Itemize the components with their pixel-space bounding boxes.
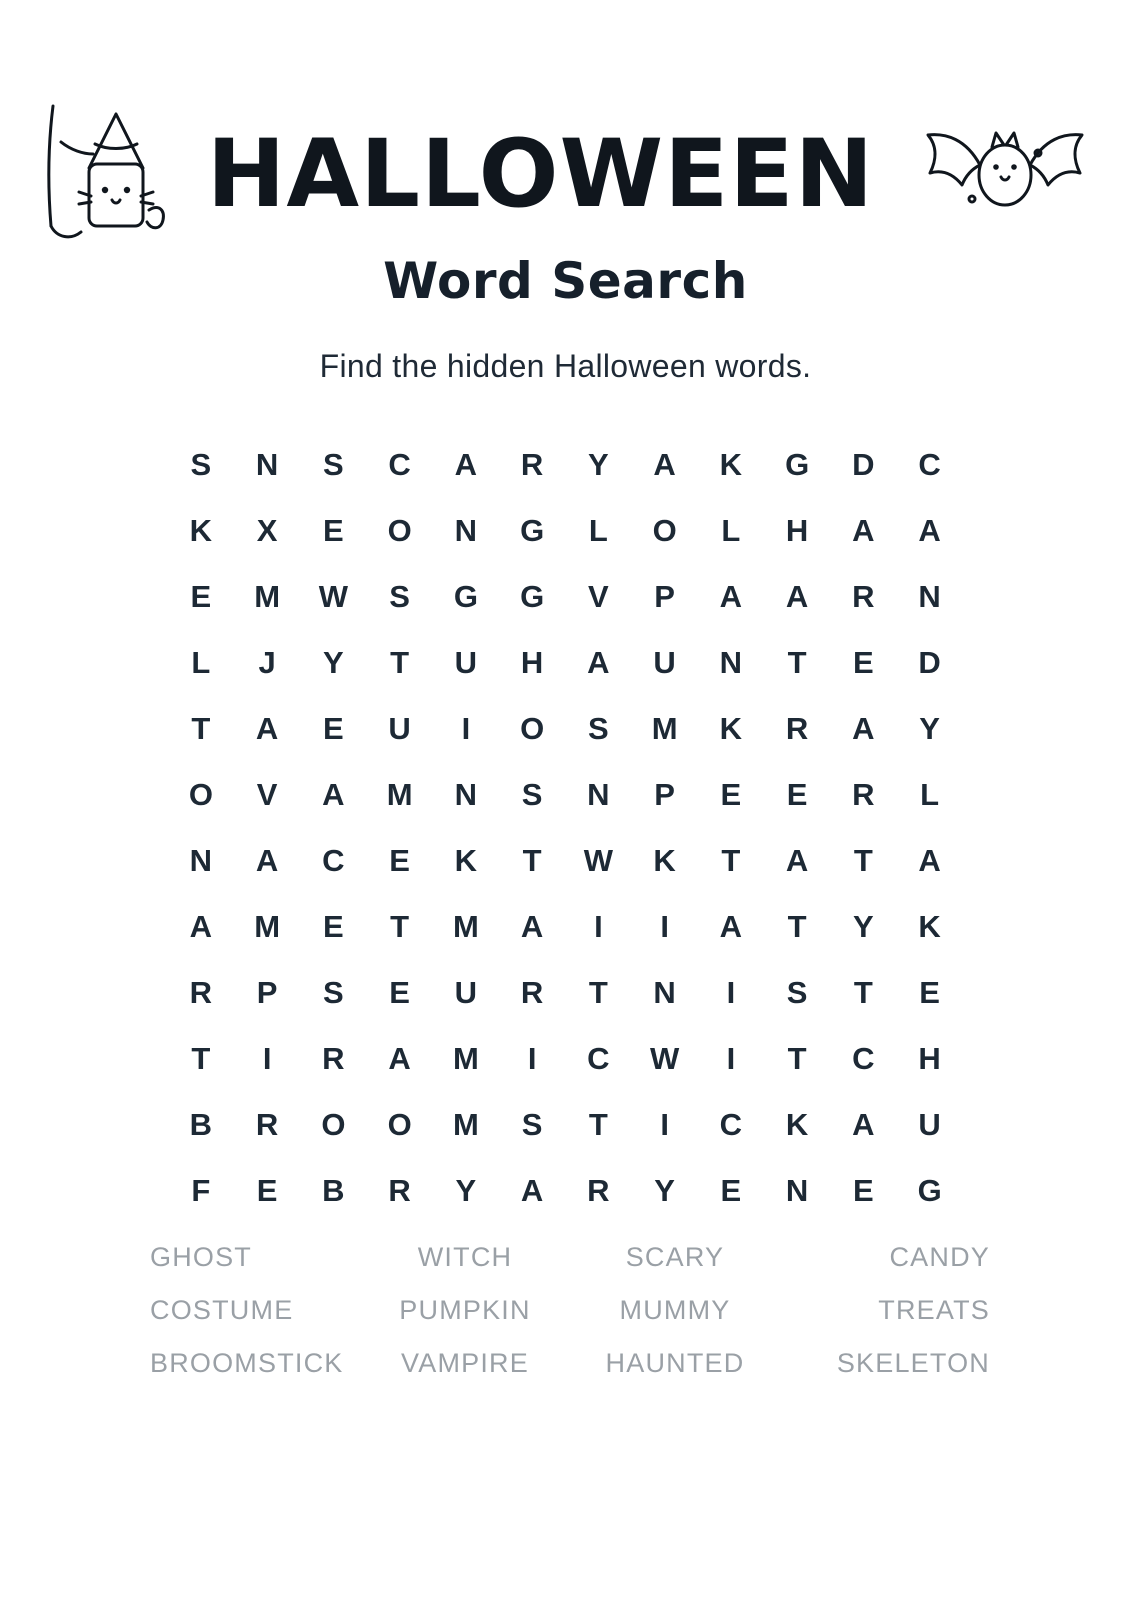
grid-cell: B	[189, 1107, 213, 1142]
grid-cell: E	[323, 513, 345, 548]
grid-cell: N	[587, 777, 611, 812]
grid-cell: M	[386, 777, 414, 812]
word-list-item: MUMMY	[619, 1295, 731, 1325]
word-list-item: CANDY	[889, 1242, 990, 1272]
grid-cell: U	[918, 1107, 942, 1142]
grid-cell: A	[653, 447, 677, 482]
word-list-item: SKELETON	[836, 1348, 990, 1378]
grid-cell: T	[787, 909, 808, 944]
grid-cell: A	[852, 711, 876, 746]
grid-cell: A	[189, 909, 213, 944]
grid-cell: T	[721, 843, 741, 878]
grid-cell: B	[322, 1173, 346, 1208]
grid-cell: I	[262, 1041, 272, 1076]
grid-cell: A	[255, 843, 279, 878]
grid-cell: A	[719, 909, 743, 944]
grid-cell: R	[322, 1041, 346, 1076]
page-title: HALLOWEEN	[206, 120, 875, 229]
grid-cell: G	[453, 579, 479, 614]
grid-cell: I	[594, 909, 604, 944]
grid-cell: I	[461, 711, 471, 746]
grid-cell: C	[322, 843, 346, 878]
grid-cell: C	[918, 447, 942, 482]
grid-cell: L	[920, 777, 940, 812]
word-list-item: VAMPIRE	[401, 1348, 529, 1378]
grid-cell: M	[254, 579, 281, 614]
grid-cell: V	[588, 579, 610, 614]
grid-cell: E	[919, 975, 941, 1010]
grid-cell: T	[522, 843, 543, 878]
grid-cell: S	[323, 975, 345, 1010]
grid-cell: Y	[323, 645, 345, 680]
grid-cell: C	[388, 447, 412, 482]
grid-cell: T	[853, 975, 874, 1010]
grid-cell: E	[389, 843, 411, 878]
grid-cell: F	[191, 1173, 211, 1208]
grid-cell: U	[653, 645, 677, 680]
grid-cell: S	[323, 447, 345, 482]
grid-cell: E	[323, 711, 345, 746]
grid-cell: R	[852, 579, 876, 614]
grid-cell: R	[852, 777, 876, 812]
grid-cell: S	[786, 975, 808, 1010]
grid-cell: K	[785, 1107, 809, 1142]
grid-cell: O	[520, 711, 545, 746]
grid-cell: U	[388, 711, 412, 746]
grid-cell: R	[520, 447, 544, 482]
grid-cell: S	[389, 579, 411, 614]
witch-cat-icon	[31, 98, 171, 253]
grid-cell: R	[388, 1173, 412, 1208]
grid-cell: G	[520, 513, 545, 548]
grid-cell: E	[190, 579, 212, 614]
word-list-item: SCARY	[625, 1242, 725, 1272]
grid-cell: T	[853, 843, 874, 878]
grid-cell: E	[853, 645, 875, 680]
grid-cell: A	[918, 513, 942, 548]
grid-cell: T	[390, 909, 410, 944]
grid-cell: S	[521, 777, 543, 812]
grid-cell: A	[918, 843, 942, 878]
grid-cell: E	[853, 1173, 875, 1208]
grid-cell: R	[520, 975, 544, 1010]
grid-cell: H	[520, 645, 544, 680]
grid-cell: O	[321, 1107, 346, 1142]
word-list-item: TREATS	[878, 1295, 990, 1325]
grid-cell: A	[719, 579, 743, 614]
grid-cell: U	[454, 975, 478, 1010]
grid-cell: N	[653, 975, 677, 1010]
grid-cell: T	[787, 645, 808, 680]
grid-cell: W	[583, 843, 614, 878]
grid-cell: N	[255, 447, 279, 482]
grid-cell: R	[255, 1107, 279, 1142]
grid-cell: U	[454, 645, 478, 680]
grid-cell: N	[785, 1173, 809, 1208]
grid-cell: Y	[588, 447, 610, 482]
grid-cell: I	[660, 1107, 670, 1142]
grid-cell: S	[521, 1107, 543, 1142]
grid-cell: T	[588, 1107, 609, 1142]
grid-cell: A	[852, 513, 876, 548]
grid-cell: N	[454, 513, 478, 548]
grid-cell: D	[852, 447, 876, 482]
grid-cell: M	[651, 711, 679, 746]
grid-cell: P	[256, 975, 278, 1010]
grid-cell: X	[256, 513, 278, 548]
grid-cell: K	[454, 843, 478, 878]
bat-icon	[910, 113, 1100, 238]
grid-cell: S	[588, 711, 610, 746]
grid-cell: M	[452, 1107, 480, 1142]
grid-cell: P	[654, 579, 676, 614]
grid-cell: A	[255, 711, 279, 746]
grid-cell: W	[318, 579, 349, 614]
grid-cell: M	[452, 1041, 480, 1076]
grid-cell: K	[653, 843, 677, 878]
grid-cell: K	[189, 513, 213, 548]
grid-cell: O	[387, 513, 413, 548]
grid-cell: E	[720, 1173, 742, 1208]
instruction-text: Find the hidden Halloween words.	[319, 348, 812, 384]
grid-cell: I	[660, 909, 670, 944]
grid-cell: J	[258, 645, 277, 680]
word-list-item: BROOMSTICK	[150, 1348, 344, 1378]
grid-cell: E	[786, 777, 808, 812]
grid-cell: R	[785, 711, 809, 746]
word-list	[150, 1242, 990, 1379]
grid-cell: A	[587, 645, 611, 680]
grid-cell: D	[918, 645, 942, 680]
grid-cell: M	[452, 909, 480, 944]
grid-cell: N	[918, 579, 942, 614]
header	[0, 100, 1131, 250]
word-list-item: HAUNTED	[605, 1348, 745, 1378]
grid-cell: K	[918, 909, 942, 944]
grid-cell: O	[652, 513, 678, 548]
grid-cell: K	[719, 711, 743, 746]
grid-cell: L	[721, 513, 741, 548]
grid-cell: A	[454, 447, 478, 482]
grid-cell: I	[726, 1041, 736, 1076]
grid-cell: G	[520, 579, 545, 614]
grid-cell: K	[719, 447, 743, 482]
grid-cell: A	[520, 909, 544, 944]
word-list-item: PUMPKIN	[399, 1295, 531, 1325]
grid-cell: I	[527, 1041, 537, 1076]
grid-cell: C	[852, 1041, 876, 1076]
grid-cell: N	[189, 843, 213, 878]
grid-cell: G	[785, 447, 810, 482]
grid-cell: N	[454, 777, 478, 812]
grid-cell: W	[649, 1041, 680, 1076]
grid-cell: T	[390, 645, 410, 680]
grid-cell: Y	[455, 1173, 477, 1208]
grid-cell: E	[256, 1173, 278, 1208]
grid-cell: G	[917, 1173, 943, 1208]
grid-cell: Y	[654, 1173, 676, 1208]
grid-cell: A	[852, 1107, 876, 1142]
grid-cell: T	[191, 1041, 211, 1076]
grid-cell: L	[588, 513, 609, 548]
grid-cell: I	[726, 975, 736, 1010]
word-list-item: WITCH	[417, 1242, 513, 1272]
grid-cell: R	[587, 1173, 611, 1208]
grid-cell: T	[191, 711, 211, 746]
grid-cell: M	[254, 909, 281, 944]
word-list-item: COSTUME	[150, 1295, 294, 1325]
grid-cell: O	[387, 1107, 413, 1142]
grid-cell: O	[188, 777, 214, 812]
grid-cell: T	[787, 1041, 808, 1076]
grid-cell: H	[918, 1041, 942, 1076]
grid-cell: C	[587, 1041, 611, 1076]
page-subtitle: Word Search	[383, 252, 748, 310]
grid-cell: A	[388, 1041, 412, 1076]
grid-cell: E	[720, 777, 742, 812]
grid-cell: P	[654, 777, 676, 812]
word-list-item: GHOST	[150, 1242, 253, 1272]
grid-cell: V	[256, 777, 278, 812]
grid-cell: N	[719, 645, 743, 680]
grid-cell: T	[588, 975, 609, 1010]
grid-cell: Y	[919, 711, 941, 746]
grid-cell: A	[322, 777, 346, 812]
grid-cell: H	[785, 513, 809, 548]
grid-cell: A	[520, 1173, 544, 1208]
grid-cell: A	[785, 843, 809, 878]
grid-cell: S	[190, 447, 212, 482]
grid-cell: A	[785, 579, 809, 614]
grid-cell: C	[719, 1107, 743, 1142]
grid-cell: E	[389, 975, 411, 1010]
grid-cell: E	[323, 909, 345, 944]
grid-cell: R	[189, 975, 213, 1010]
grid-cell: Y	[853, 909, 875, 944]
word-search-grid	[168, 432, 963, 1224]
grid-cell: L	[191, 645, 211, 680]
